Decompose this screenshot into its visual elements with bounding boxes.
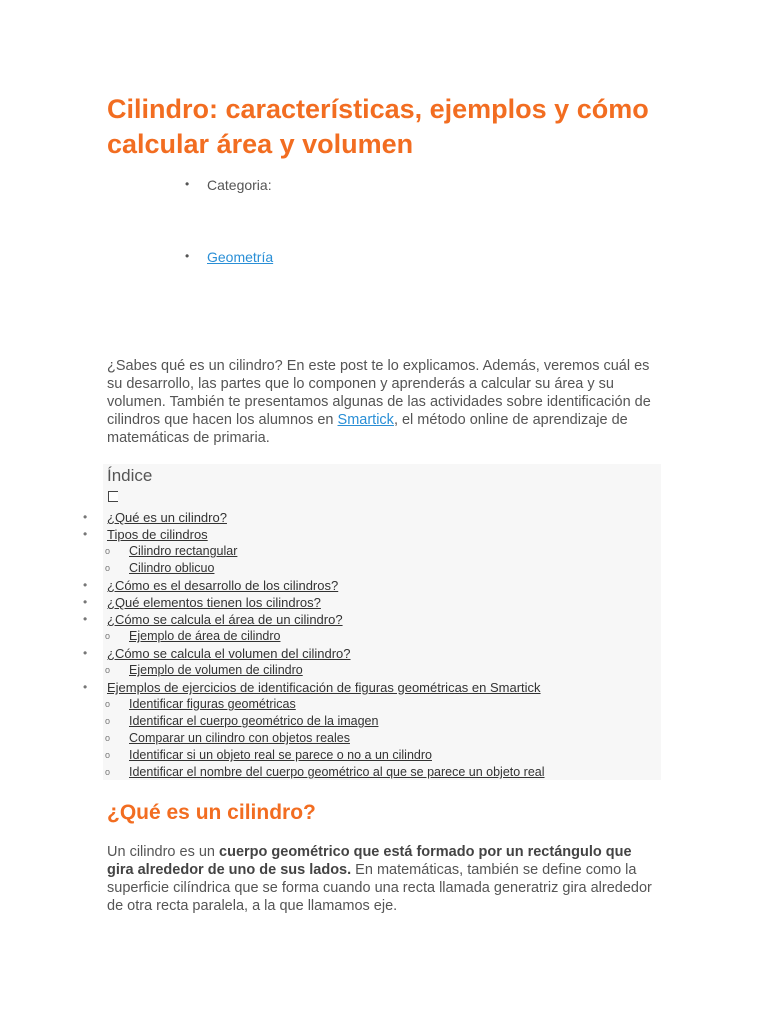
circle-bullet-icon: o	[105, 631, 111, 641]
toc-link[interactable]: ¿Cómo se calcula el área de un cilindro?	[107, 612, 343, 627]
bullet-icon: •	[185, 177, 190, 191]
toc-link[interactable]: Ejemplo de área de cilindro	[129, 629, 281, 643]
circle-bullet-icon: o	[105, 546, 111, 556]
circle-bullet-icon: o	[105, 699, 111, 709]
circle-bullet-icon: o	[105, 750, 111, 760]
table-of-contents	[83, 464, 661, 780]
toc-link[interactable]: Tipos de cilindros	[107, 527, 208, 542]
toc-link[interactable]: Ejemplo de volumen de cilindro	[129, 663, 303, 677]
bullet-icon: •	[83, 595, 88, 609]
circle-bullet-icon: o	[105, 563, 111, 573]
intro-text-end: , el método online de aprendizaje de matemáticas de primaria.	[107, 412, 628, 446]
bullet-icon: •	[83, 612, 88, 626]
toc-link[interactable]: Cilindro oblicuo	[129, 561, 215, 575]
para-bold-definition: cuerpo geométrico que está formado por un rectángulo que gira alrededor de uno de sus lados.	[107, 844, 632, 878]
toc-link[interactable]: Identificar el cuerpo geométrico de la imagen	[129, 714, 379, 728]
circle-bullet-icon: o	[105, 767, 111, 777]
bullet-icon: •	[83, 510, 88, 524]
toc-toggle-checkbox-icon[interactable]	[108, 491, 118, 502]
section-heading-que-es: ¿Qué es un cilindro?	[107, 801, 316, 824]
smartick-link[interactable]: Smartick	[337, 412, 394, 428]
toc-link[interactable]: Identificar figuras geométricas	[129, 697, 296, 711]
toc-title: Índice	[107, 466, 153, 485]
bullet-icon: •	[185, 249, 190, 263]
toc-link[interactable]: Cilindro rectangular	[129, 544, 238, 558]
category-link-list	[185, 249, 273, 265]
para-text-start: Un cilindro es un	[107, 844, 220, 860]
circle-bullet-icon: o	[105, 716, 111, 726]
circle-bullet-icon: o	[105, 733, 111, 743]
circle-bullet-icon: o	[105, 665, 111, 675]
category-meta	[185, 177, 272, 193]
category-label-item	[185, 177, 272, 193]
toc-link[interactable]: Ejemplos de ejercicios de identificación de figuras geométricas en Smartick	[107, 680, 541, 695]
toc-link[interactable]: ¿Cómo se calcula el volumen del cilindro?	[107, 646, 351, 661]
intro-text: ¿Sabes qué es un cilindro? En este post te lo explicamos. Además, veremos cuál es su desarrollo, las partes que lo componen y aprenderás a calcular su área y su volumen. También te presentamos algunas de las actividades sobre identificación de cilindros que hacen los alumnos en	[107, 358, 651, 428]
toc-link[interactable]: ¿Cómo es el desarrollo de los cilindros?	[107, 578, 339, 593]
bullet-icon: •	[83, 527, 88, 541]
category-link-item	[185, 249, 273, 265]
bullet-icon: •	[83, 646, 88, 660]
para-text-end: En matemáticas, también se define como la superficie cilíndrica que se forma cuando una recta llamada generatriz gira alrededor de otra recta paralela, a la que llamamos eje.	[107, 862, 652, 914]
section-paragraph	[107, 843, 660, 915]
toc-link[interactable]: Identificar el nombre del cuerpo geométrico al que se parece un objeto real	[129, 765, 545, 779]
toc-link[interactable]: ¿Qué elementos tienen los cilindros?	[107, 595, 321, 610]
intro-paragraph	[107, 357, 660, 447]
category-label: Categoria:	[207, 177, 272, 193]
toc-link[interactable]: Identificar si un objeto real se parece o no a un cilindro	[129, 748, 432, 762]
category-link-geometria[interactable]: Geometría	[207, 249, 274, 265]
toc-link[interactable]: Comparar un cilindro con objetos reales	[129, 731, 350, 745]
page-title: Cilindro: características, ejemplos y cómo calcular área y volumen	[107, 94, 649, 159]
toc-link[interactable]: ¿Qué es un cilindro?	[107, 510, 227, 525]
bullet-icon: •	[83, 680, 88, 694]
bullet-icon: •	[83, 578, 88, 592]
